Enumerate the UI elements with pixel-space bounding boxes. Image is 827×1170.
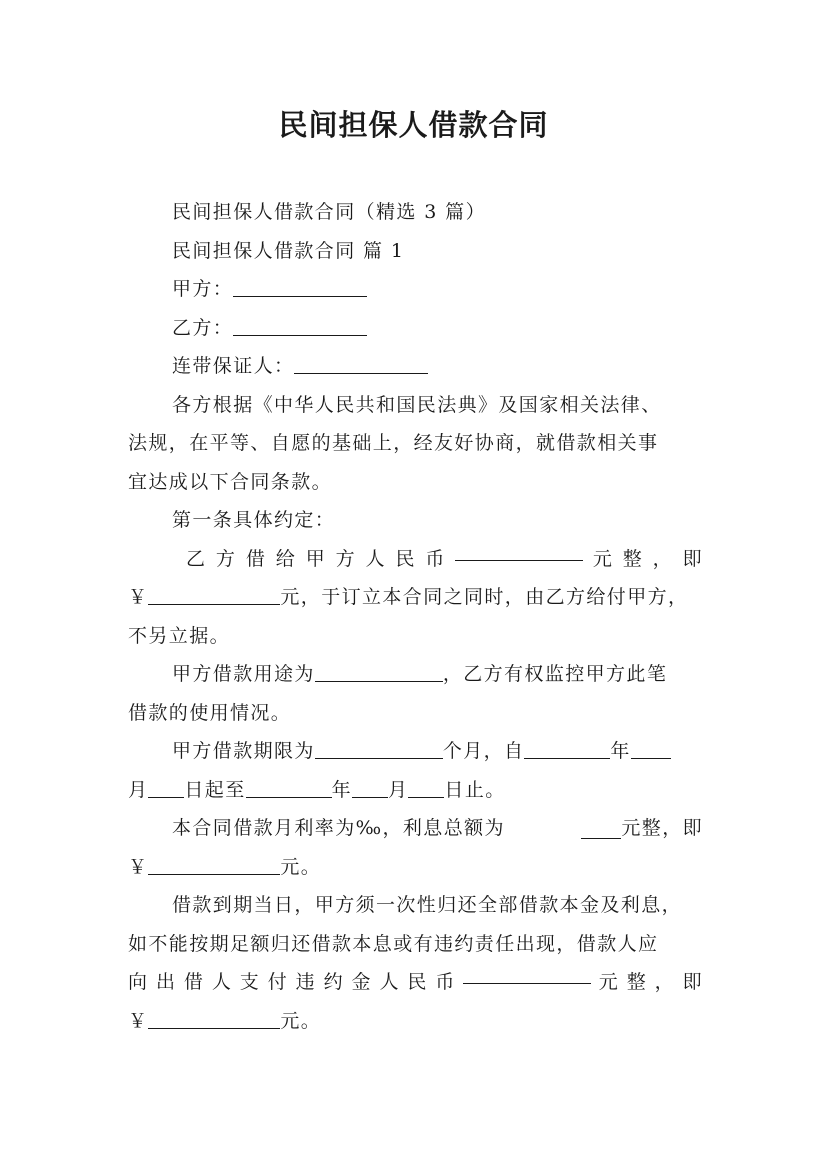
amount-token: 借 xyxy=(245,547,267,570)
party-a-blank xyxy=(233,276,367,297)
repayment-token: 即 xyxy=(682,971,703,993)
term-year-label: 年 xyxy=(331,778,353,801)
usage-prefix: 甲方借款用途为 xyxy=(172,663,315,685)
document-title: 民间担保人借款合同 xyxy=(278,108,549,142)
term-months-blank xyxy=(315,738,443,759)
repayment-token: 民 xyxy=(407,971,428,993)
repayment-line-4-text: 元。 xyxy=(280,1009,322,1032)
term-end-day-blank xyxy=(408,777,444,798)
penalty-blank xyxy=(463,963,591,984)
amount-token: 人 xyxy=(365,547,386,570)
term-month-label: 月 xyxy=(128,778,149,801)
repayment-token: 约 xyxy=(323,971,344,993)
repayment-token: 付 xyxy=(267,971,289,993)
repayment-token: 人 xyxy=(379,971,400,993)
repayment-line-3 xyxy=(128,963,703,1002)
amount-token: 民 xyxy=(395,547,416,570)
amount-token: 即 xyxy=(682,547,703,570)
repayment-token: ， xyxy=(654,971,676,993)
repayment-token: 向 xyxy=(128,971,149,993)
repayment-token: 借 xyxy=(183,971,205,993)
term-year-label: 年 xyxy=(610,740,631,762)
term-line-2 xyxy=(128,771,703,810)
amount-token: 方 xyxy=(335,547,357,570)
repayment-token: 支 xyxy=(239,971,261,993)
amount-token: 整 xyxy=(622,547,644,570)
preamble-line-2: 法规，在平等、自愿的基础上，经友好协商，就借款相关事 xyxy=(128,432,659,454)
amount-line-1 xyxy=(128,540,703,579)
yuan-sign: ￥ xyxy=(128,586,149,608)
yuan-sign: ￥ xyxy=(128,855,149,878)
repayment-line-4 xyxy=(128,1002,703,1041)
amount-line-3: 不另立据。 xyxy=(128,624,231,647)
guarantor-line xyxy=(128,347,703,386)
repayment-line-1: 借款到期当日，甲方须一次性归还全部借款本金及利息， xyxy=(172,894,683,916)
amount-token: 甲 xyxy=(305,547,327,570)
amount-figure-blank xyxy=(148,584,280,605)
amount-line-2-text: 元，于订立本合同之同时，由乙方给付甲方， xyxy=(280,586,689,608)
term-prefix: 甲方借款期限为 xyxy=(172,740,315,762)
term-end-year-blank xyxy=(246,777,332,798)
term-months-label: 个月，自 xyxy=(442,740,525,762)
term-start-month-blank xyxy=(631,738,671,759)
party-b-line xyxy=(128,309,703,348)
interest-line-1 xyxy=(128,809,703,848)
amount-line-2 xyxy=(128,578,703,617)
term-day-to-label: 日止。 xyxy=(444,778,506,801)
party-b-label: 乙方： xyxy=(172,316,234,339)
repayment-token: 违 xyxy=(295,971,317,993)
article1-heading: 第一条具体约定： xyxy=(172,509,336,531)
penalty-figure-blank xyxy=(148,1008,280,1029)
usage-suffix: ，乙方有权监控甲方此笔 xyxy=(442,663,668,685)
amount-token: 方 xyxy=(215,547,237,570)
preamble-line-1: 各方根据《中华人民共和国民法典》及国家相关法律、 xyxy=(172,393,662,416)
yuan-sign: ￥ xyxy=(128,1009,149,1032)
amount-token: ， xyxy=(652,547,674,570)
interest-suffix: 元整，即 xyxy=(621,817,703,839)
document-body xyxy=(128,193,703,1040)
amount-token: 元 xyxy=(592,547,614,570)
usage-blank xyxy=(315,661,443,682)
interest-line-2-text: 元。 xyxy=(280,855,322,878)
amount-token: 币 xyxy=(425,547,446,570)
interest-text: 本合同借款月利率为‰，利息总额为 xyxy=(172,817,505,839)
term-line-1 xyxy=(128,732,703,771)
repayment-token: 币 xyxy=(435,971,456,993)
amount-token: 给 xyxy=(275,547,297,570)
guarantor-blank xyxy=(294,353,428,374)
party-a-line xyxy=(128,270,703,309)
term-month-label: 月 xyxy=(388,778,409,801)
interest-total-blank xyxy=(581,818,621,839)
usage-line-1 xyxy=(128,655,703,694)
preamble-line-3: 宜达成以下合同条款。 xyxy=(128,470,333,493)
term-start-day-blank xyxy=(148,777,184,798)
term-start-year-blank xyxy=(524,738,610,759)
subtitle: 民间担保人借款合同（精选 3 篇） xyxy=(172,201,486,223)
interest-figure-blank xyxy=(148,854,280,875)
amount-token: 乙 xyxy=(186,547,207,570)
repayment-token: 元 xyxy=(598,971,620,993)
term-end-month-blank xyxy=(352,777,388,798)
party-b-blank xyxy=(233,315,367,336)
repayment-line-2: 如不能按期足额归还借款本息或有违约责任出现，借款人应 xyxy=(128,932,659,955)
usage-line-2: 借款的使用情况。 xyxy=(128,701,292,724)
term-day-from-label: 日起至 xyxy=(184,778,246,801)
section-heading: 民间担保人借款合同 篇 1 xyxy=(172,239,405,262)
interest-tail xyxy=(581,809,703,848)
amount-blank xyxy=(455,540,583,561)
guarantor-label: 连带保证人： xyxy=(172,355,295,377)
repayment-token: 金 xyxy=(351,971,372,993)
repayment-token: 人 xyxy=(211,971,233,993)
repayment-token: 出 xyxy=(155,971,177,993)
interest-line-2 xyxy=(128,848,703,887)
repayment-token: 整 xyxy=(626,971,648,993)
party-a-label: 甲方： xyxy=(172,278,234,300)
